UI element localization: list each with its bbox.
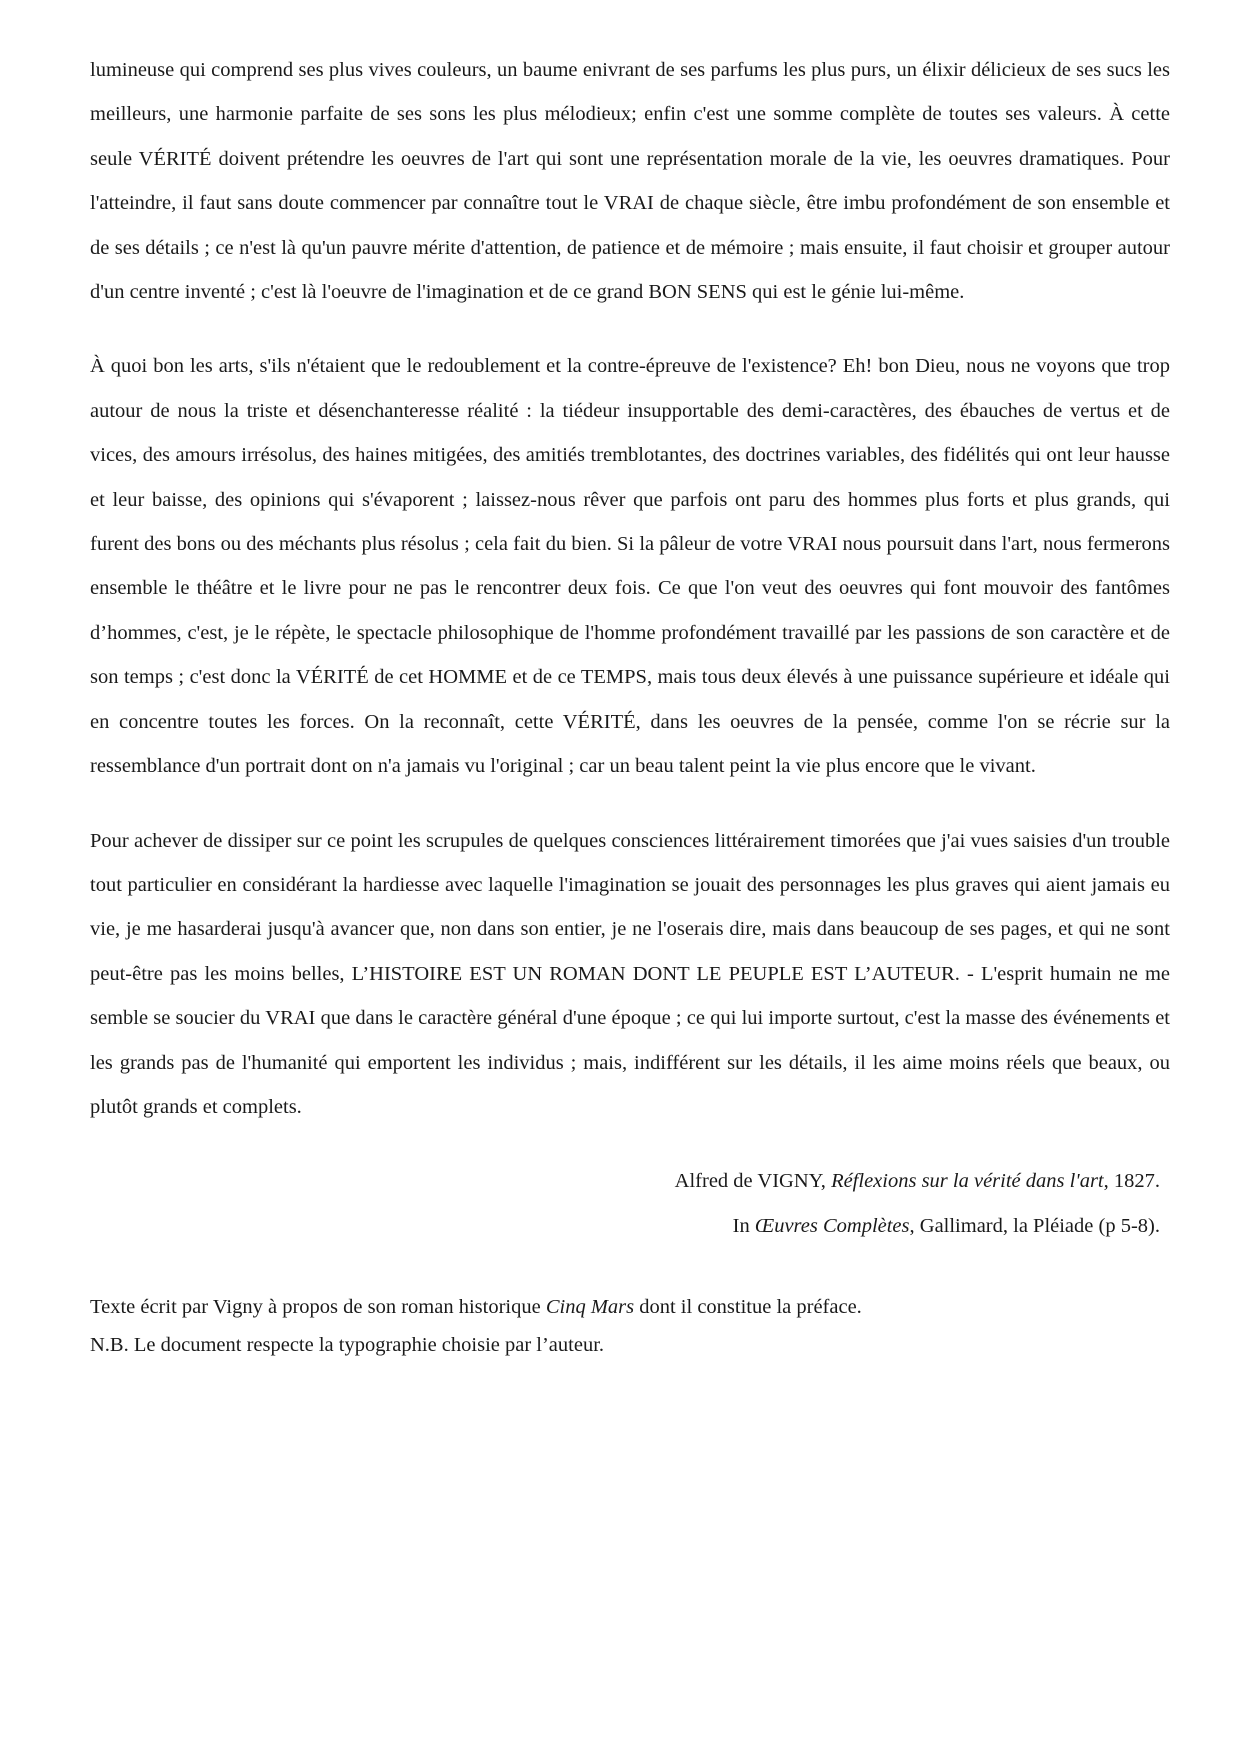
note-novel-title: Cinq Mars — [545, 1296, 635, 1319]
citation-edition-line — [90, 1204, 1160, 1248]
citation-work: Œuvres Complètes — [754, 1214, 910, 1237]
note-context-after: dont il constitue la préface. — [634, 1296, 862, 1319]
citation-title: Réflexions sur la vérité dans l'art — [831, 1170, 1104, 1193]
source-citation — [90, 1159, 1170, 1248]
citation-author-line — [90, 1159, 1160, 1203]
paragraph-1: lumineuse qui comprend ses plus vives couleurs, un baume enivrant de ses parfums les plus purs, un élixir délicieux de ses sucs les meilleurs, une harmonie parfaite de ses sons les plus mélodieux; enfin c'est une somme complète de toutes ses valeurs. À cette seule VÉRITÉ doivent prétendre les oeuvres de l'art qui sont une représentation morale de la vie, les oeuvres dramatiques. Pour l'atteindre, il faut sans doute commencer par connaître tout le VRAI de chaque siècle, être imbu profondément de son ensemble et de ses détails ; ce n'est là qu'un pauvre mérite d'attention, de patience et de mémoire ; mais ensuite, il faut choisir et grouper autour d'un centre inventé ; c'est là l'oeuvre de l'imagination et de ce grand BON SENS qui est le génie lui-même. — [90, 59, 1170, 304]
citation-author: Alfred de VIGNY, — [674, 1170, 832, 1193]
note-context — [90, 1288, 1170, 1326]
note-context-before: Texte écrit par Vigny à propos de son roman historique — [90, 1296, 546, 1319]
paragraph-3: Pour achever de dissiper sur ce point les scrupules de quelques consciences littérairement timorées que j'ai vues saisies d'un trouble tout particulier en considérant la hardiesse avec laquelle l'imagination se jouait des personnages les plus graves qui aient jamais eu vie, je me hasarderai jusqu'à avancer que, non dans son entier, je ne l'oserais dire, mais dans beaucoup de ses pages, et qui ne sont peut-être pas les moins belles, L’HISTOIRE EST UN ROMAN DONT LE PEUPLE EST L’AUTEUR. - L'esprit humain ne me semble se soucier du VRAI que dans le caractère général d'une époque ; ce qui lui importe surtout, c'est la masse des événements et les grands pas de l'humanité qui emportent les individus ; mais, indifférent sur les détails, il les aime moins réels que beaux, ou plutôt grands et complets. — [90, 829, 1170, 1118]
citation-publisher: , Gallimard, la Pléiade (p 5-8). — [909, 1214, 1160, 1237]
note-typography: N.B. Le document respecte la typographie choisie par l’auteur. — [90, 1334, 605, 1357]
footnotes — [90, 1288, 1170, 1364]
citation-year: , 1827. — [1103, 1170, 1160, 1193]
paragraph-2: À quoi bon les arts, s'ils n'étaient que le redoublement et la contre-épreuve de l'existence? Eh! bon Dieu, nous ne voyons que trop autour de nous la triste et désenchanteresse réalité : la tiédeur insupportable des demi-caractères, des ébauches de vertus et de vices, des amours irrésolus, des haines mitigées, des amitiés tremblotantes, des doctrines variables, des fidélités qui ont leur hausse et leur baisse, des opinions qui s'évaporent ; laissez-nous rêver que parfois ont paru des hommes plus forts et plus grands, qui furent des bons ou des méchants plus résolus ; cela fait du bien. Si la pâleur de votre VRAI nous poursuit dans l'art, nous fermerons ensemble le théâtre et le livre pour ne pas le rencontrer deux fois. Ce que l'on veut des oeuvres qui font mouvoir des fantômes d’hommes, c'est, je le répète, le spectacle philosophique de l'homme profondément travaillé par les passions de son caractère et de son temps ; c'est donc la VÉRITÉ de cet HOMME et de ce TEMPS, mais tous deux élevés à une puissance supérieure et idéale qui en concentre toutes les forces. On la reconnaît, cette VÉRITÉ, dans les oeuvres de la pensée, comme l'on se récrie sur la ressemblance d'un portrait dont on n'a jamais vu l'original ; car un beau talent peint la vie plus encore que le vivant. — [90, 355, 1170, 778]
citation-prefix: In — [732, 1214, 755, 1237]
